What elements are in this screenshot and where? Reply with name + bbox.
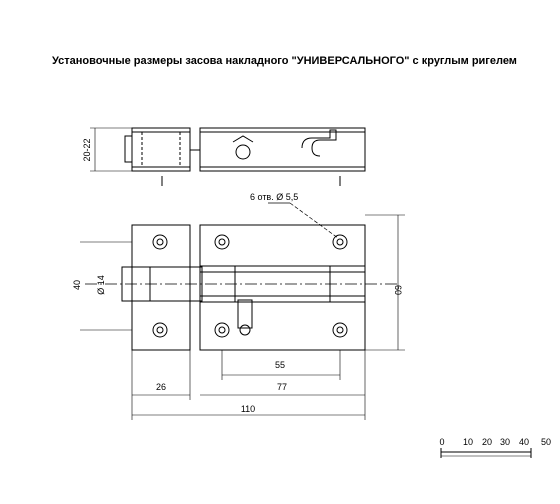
- scale-tick-10: 10: [462, 437, 474, 447]
- drawing-title: Установочные размеры засова накладного "УНИВЕРСАЛЬНОГО" с круглым ригелем: [52, 55, 517, 67]
- dim-holes-note: 6 отв. Ø 5,5: [250, 192, 299, 202]
- scale-tick-50: 50: [540, 437, 552, 447]
- scale-bar: [441, 448, 531, 458]
- dim-left-height: 40: [72, 279, 82, 291]
- dim-total-width: 110: [240, 404, 256, 414]
- front-view: [80, 203, 405, 420]
- dim-bolt-diameter: Ø 14: [96, 275, 106, 295]
- dim-inner-span: 55: [274, 360, 286, 370]
- dim-right-width: 77: [276, 382, 288, 392]
- scale-tick-30: 30: [499, 437, 511, 447]
- scale-tick-0: 0: [439, 437, 445, 447]
- dim-left-width: 26: [155, 382, 167, 392]
- scale-tick-40: 40: [518, 437, 530, 447]
- scale-tick-20: 20: [481, 437, 493, 447]
- side-view: [90, 128, 365, 186]
- dim-height-range: 20-22: [82, 138, 92, 162]
- dim-right-height: 60: [393, 284, 403, 296]
